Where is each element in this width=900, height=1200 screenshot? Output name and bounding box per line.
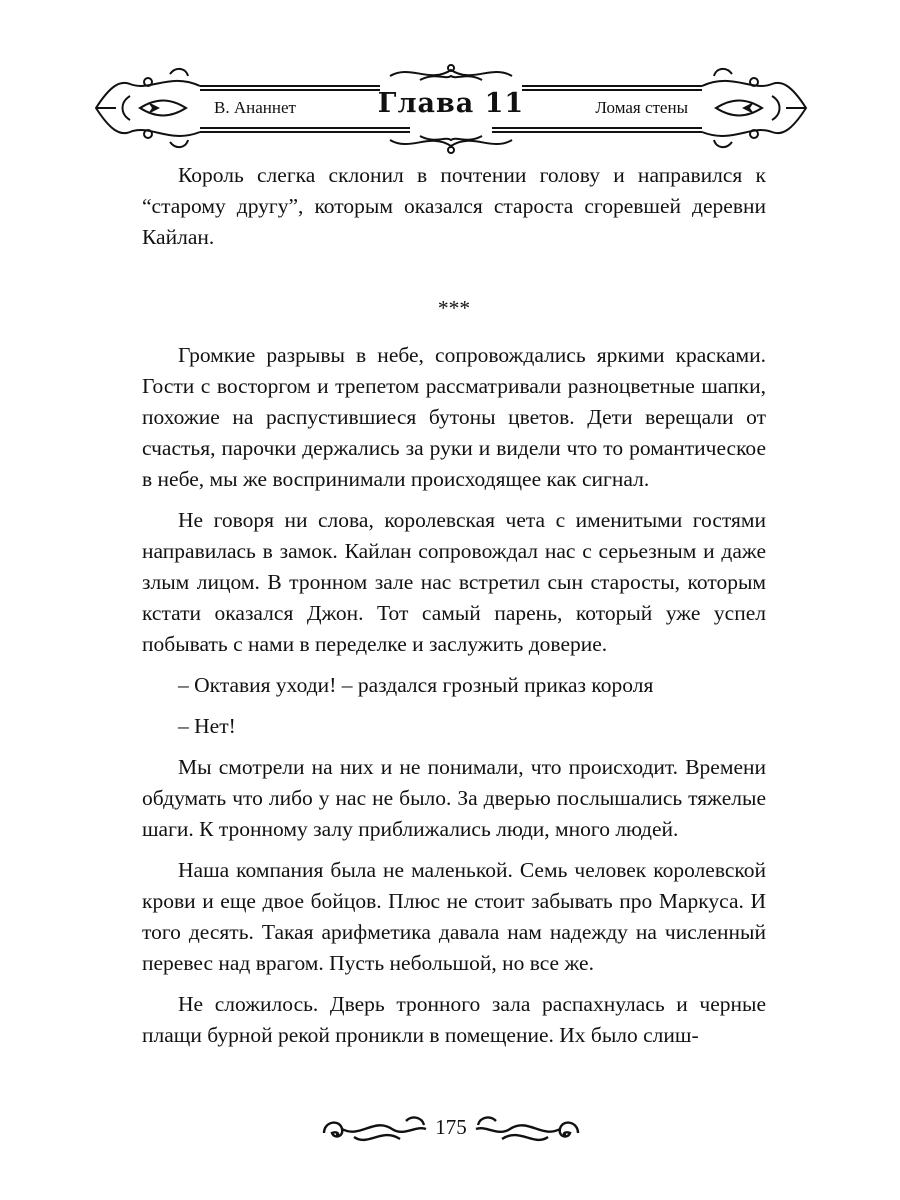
paragraph: Громкие разрывы в небе, сопровождались яркими красками. Гости с восторгом и трепетом рассматривали разноцветные шапки, похожие на распустившиеся бутоны цветов. Дети верещали от счастья, парочки держались за руки и видели что то романтическое в небе, мы же воспринимали происходящее как сигнал. <box>142 343 766 491</box>
header-author: В. Ананнет <box>214 98 296 117</box>
dialogue-line: – Октавия уходи! – раздался грозный приказ короля <box>178 673 654 697</box>
page-number: 175 <box>435 1115 467 1139</box>
running-header <box>90 62 812 154</box>
section-separator: *** <box>437 296 471 320</box>
paragraph: Король слегка склонил в почтении голову и направился к “старому другу”, которым оказался староста сгоревшей деревни Кайлан. <box>142 163 766 249</box>
page-footer <box>320 1107 582 1151</box>
body-text <box>142 160 766 1061</box>
dialogue-line: – Нет! <box>178 714 236 738</box>
header-title: Ломая стены <box>595 98 688 117</box>
paragraph: Не сложилось. Дверь тронного зала распахнулась и черные плащи бурной рекой проникли в помещение. Их было слиш- <box>142 992 766 1047</box>
paragraph: Не говоря ни слова, королевская чета с именитыми гостями направилась в замок. Кайлан сопровождал нас с серьезным и даже злым лицом. В тронном зале нас встретил сын старосты, которым кстати оказался Джон. Тот самый парень, который уже успел побывать с нами в переделке и заслужить доверие. <box>142 508 766 656</box>
paragraph: Наша компания была не маленькой. Семь человек королевской крови и еще двое бойцов. Плюс не стоит забывать про Маркуса. И того десять. Такая арифметика давала нам надежду на численный перевес над врагом. Пусть небольшой, но все же. <box>142 858 766 975</box>
header-chapter: Глава 11 <box>377 88 525 119</box>
paragraph: Мы смотрели на них и не понимали, что происходит. Времени обдумать что либо у нас не было. За дверью послышались тяжелые шаги. К тронному залу приближались люди, много людей. <box>142 755 766 841</box>
